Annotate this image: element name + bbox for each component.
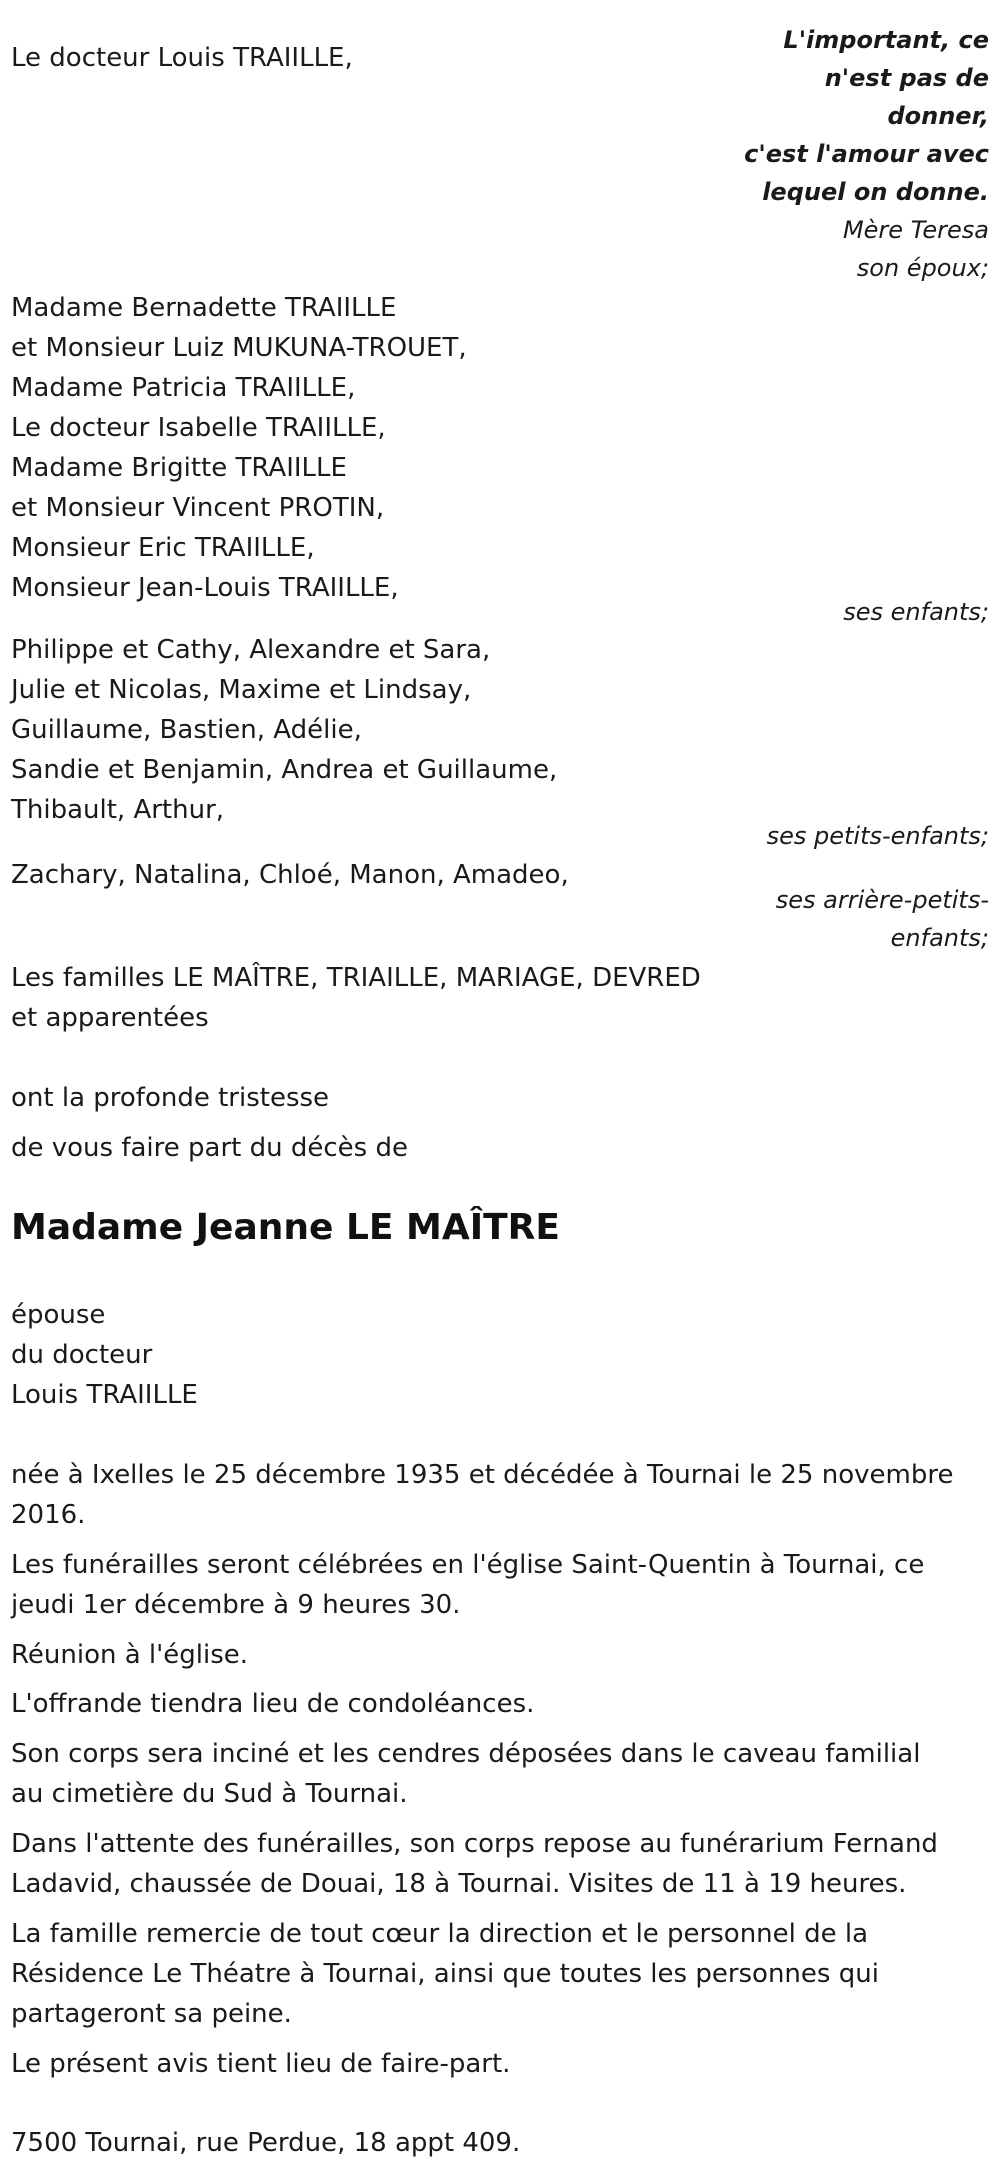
children-line-1: Madame Bernadette TRAIILLE xyxy=(11,293,397,323)
birth-death-line-2: 2016. xyxy=(11,1500,86,1530)
funeral-line-2: jeudi 1er décembre à 9 heures 30. xyxy=(11,1590,461,1620)
children-role: ses enfants; xyxy=(843,598,989,626)
children-line-2: et Monsieur Luiz MUKUNA-TROUET, xyxy=(11,333,467,363)
address-line: 7500 Tournai, rue Perdue, 18 appt 409. xyxy=(11,2128,521,2158)
offering-line: L'offrande tiendra lieu de condoléances. xyxy=(11,1689,535,1719)
quote-line-5: lequel on donne. xyxy=(762,178,989,206)
children-line-3: Madame Patricia TRAIILLE, xyxy=(11,373,356,403)
families-line-2: et apparentées xyxy=(11,1003,209,1033)
thanks-line-1: La famille remercie de tout cœur la direction et le personnel de la xyxy=(11,1919,869,1949)
grandchildren-line-5: Thibault, Arthur, xyxy=(11,795,225,825)
quote-line-4: c'est l'amour avec xyxy=(744,140,989,168)
cremation-line-1: Son corps sera inciné et les cendres déposées dans le caveau familial xyxy=(11,1739,921,1769)
grandchildren-line-3: Guillaume, Bastien, Adélie, xyxy=(11,715,362,745)
funeral-line-1: Les funérailles seront célébrées en l'église Saint-Quentin à Tournai, ce xyxy=(11,1550,925,1580)
families-line-1: Les familles LE MAÎTRE, TRIAILLE, MARIAGE, DEVRED xyxy=(11,963,701,993)
grandchildren-line-2: Julie et Nicolas, Maxime et Lindsay, xyxy=(11,675,472,705)
grandchildren-role: ses petits-enfants; xyxy=(766,822,989,850)
thanks-line-2: Résidence Le Théatre à Tournai, ainsi que toutes les personnes qui xyxy=(11,1959,879,1989)
spouse-role: son époux; xyxy=(856,254,989,282)
announce-line-2: de vous faire part du décès de xyxy=(11,1133,408,1163)
great-grandchildren-role-2: enfants; xyxy=(890,924,989,952)
quote-line-3: donner, xyxy=(887,102,989,130)
meeting-line: Réunion à l'église. xyxy=(11,1640,249,1670)
spouse-line: Le docteur Louis TRAIILLE, xyxy=(11,43,353,73)
children-line-6: et Monsieur Vincent PROTIN, xyxy=(11,493,385,523)
children-line-5: Madame Brigitte TRAIILLE xyxy=(11,453,347,483)
children-line-4: Le docteur Isabelle TRAIILLE, xyxy=(11,413,386,443)
spouse-of-line-1: épouse xyxy=(11,1300,106,1330)
children-line-8: Monsieur Jean-Louis TRAIILLE, xyxy=(11,573,399,603)
quote-line-2: n'est pas de xyxy=(824,64,989,92)
great-grandchildren-line: Zachary, Natalina, Chloé, Manon, Amadeo, xyxy=(11,860,569,890)
thanks-line-3: partageront sa peine. xyxy=(11,1999,292,2029)
spouse-of-line-3: Louis TRAIILLE xyxy=(11,1380,198,1410)
quote-line-1: L'important, ce xyxy=(783,26,989,54)
rest-line-2: Ladavid, chaussée de Douai, 18 à Tournai. Visites de 11 à 19 heures. xyxy=(11,1869,907,1899)
deceased-name: Madame Jeanne LE MAÎTRE xyxy=(11,1207,560,1248)
grandchildren-line-4: Sandie et Benjamin, Andrea et Guillaume, xyxy=(11,755,558,785)
quote-author: Mère Teresa xyxy=(842,216,989,244)
grandchildren-line-1: Philippe et Cathy, Alexandre et Sara, xyxy=(11,635,491,665)
announce-line-1: ont la profonde tristesse xyxy=(11,1083,330,1113)
notice-line: Le présent avis tient lieu de faire-part. xyxy=(11,2049,511,2079)
great-grandchildren-role-1: ses arrière-petits- xyxy=(775,886,989,914)
children-line-7: Monsieur Eric TRAIILLE, xyxy=(11,533,315,563)
birth-death-line-1: née à Ixelles le 25 décembre 1935 et décédée à Tournai le 25 novembre xyxy=(11,1460,954,1490)
rest-line-1: Dans l'attente des funérailles, son corps repose au funérarium Fernand xyxy=(11,1829,938,1859)
spouse-of-line-2: du docteur xyxy=(11,1340,153,1370)
cremation-line-2: au cimetière du Sud à Tournai. xyxy=(11,1779,408,1809)
